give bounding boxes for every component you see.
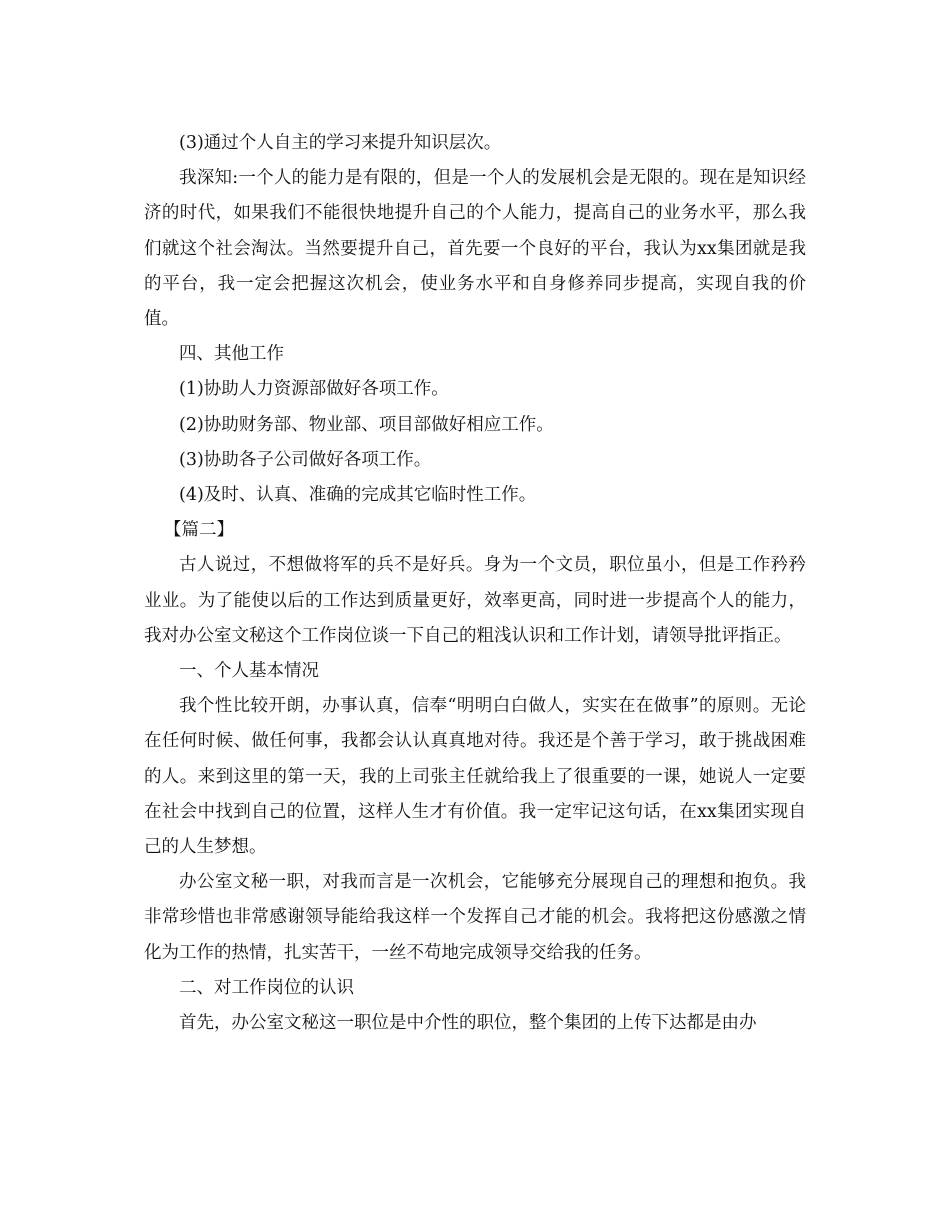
paragraph-opportunity: 办公室文秘一职，对我而言是一次机会，它能够充分展现自己的理想和抱负。我非常珍惜也非常感谢领导能给我这样一个发挥自己才能的机会。我将把这份感激之情化为工作的热情，扎实苦干，一丝不苟地完成领导交给我的任务。: [144, 872, 806, 963]
paragraph-item-3-learning: (3)通过个人自主的学习来提升知识层次。: [179, 133, 502, 153]
section-heading-other-work: 四、其他工作: [179, 344, 284, 365]
list-item-subsidiaries: (3)协助各子公司做好各项工作。: [179, 449, 432, 470]
paragraph-self-development: 我深知:一个人的能力是有限的，但是一个人的发展机会是无限的。现在是知识经济的时代，如果我们不能很快地提升自己的个人能力，提高自己的业务水平，那么我们就这个社会淘汰。当然要提升自己，首先要一个良好的平台，我认为xx集团就是我的平台，我一定会把握这次机会，使业务水平和自身修养同步提高，实现自我的价值。: [144, 168, 806, 330]
paragraph-job-role: 首先，办公室文秘这一职位是中介性的职位，整个集团的上传下达都是由办: [179, 1013, 757, 1034]
section-heading-basic-info: 一、个人基本情况: [179, 661, 319, 682]
section-heading-job-understanding: 二、对工作岗位的认识: [179, 977, 354, 998]
list-item-temporary-work: (4)及时、认真、准确的完成其它临时性工作。: [179, 485, 537, 506]
list-item-hr: (1)协助人力资源部做好各项工作。: [179, 379, 449, 400]
list-item-finance: (2)协助财务部、物业部、项目部做好相应工作。: [179, 414, 554, 435]
paragraph-introduction: 古人说过，不想做将军的兵不是好兵。身为一个文员，职位虽小，但是工作矜矜业业。为了能使以后的工作达到质量更好，效率更高，同时进一步提高个人的能力，我对办公室文秘这个工作岗位谈一下自己的粗浅认识和工作计划，请领导批评指正。: [144, 555, 806, 646]
document-body: [144, 126, 806, 1041]
paragraph-personality: 我个性比较开朗，办事认真，信奉“明明白白做人，实实在在做事”的原则。无论在任何时候、做任何事，我都会认认真真地对待。我还是个善于学习，敢于挑战困难的人。来到这里的第一天，我的上司张主任就给我上了很重要的一课，她说人一定要在社会中找到自己的位置，这样人生才有价值。我一定牢记这句话，在xx集团实现自己的人生梦想。: [144, 696, 806, 858]
chapter-heading-part-two: 【篇二】: [164, 520, 234, 541]
